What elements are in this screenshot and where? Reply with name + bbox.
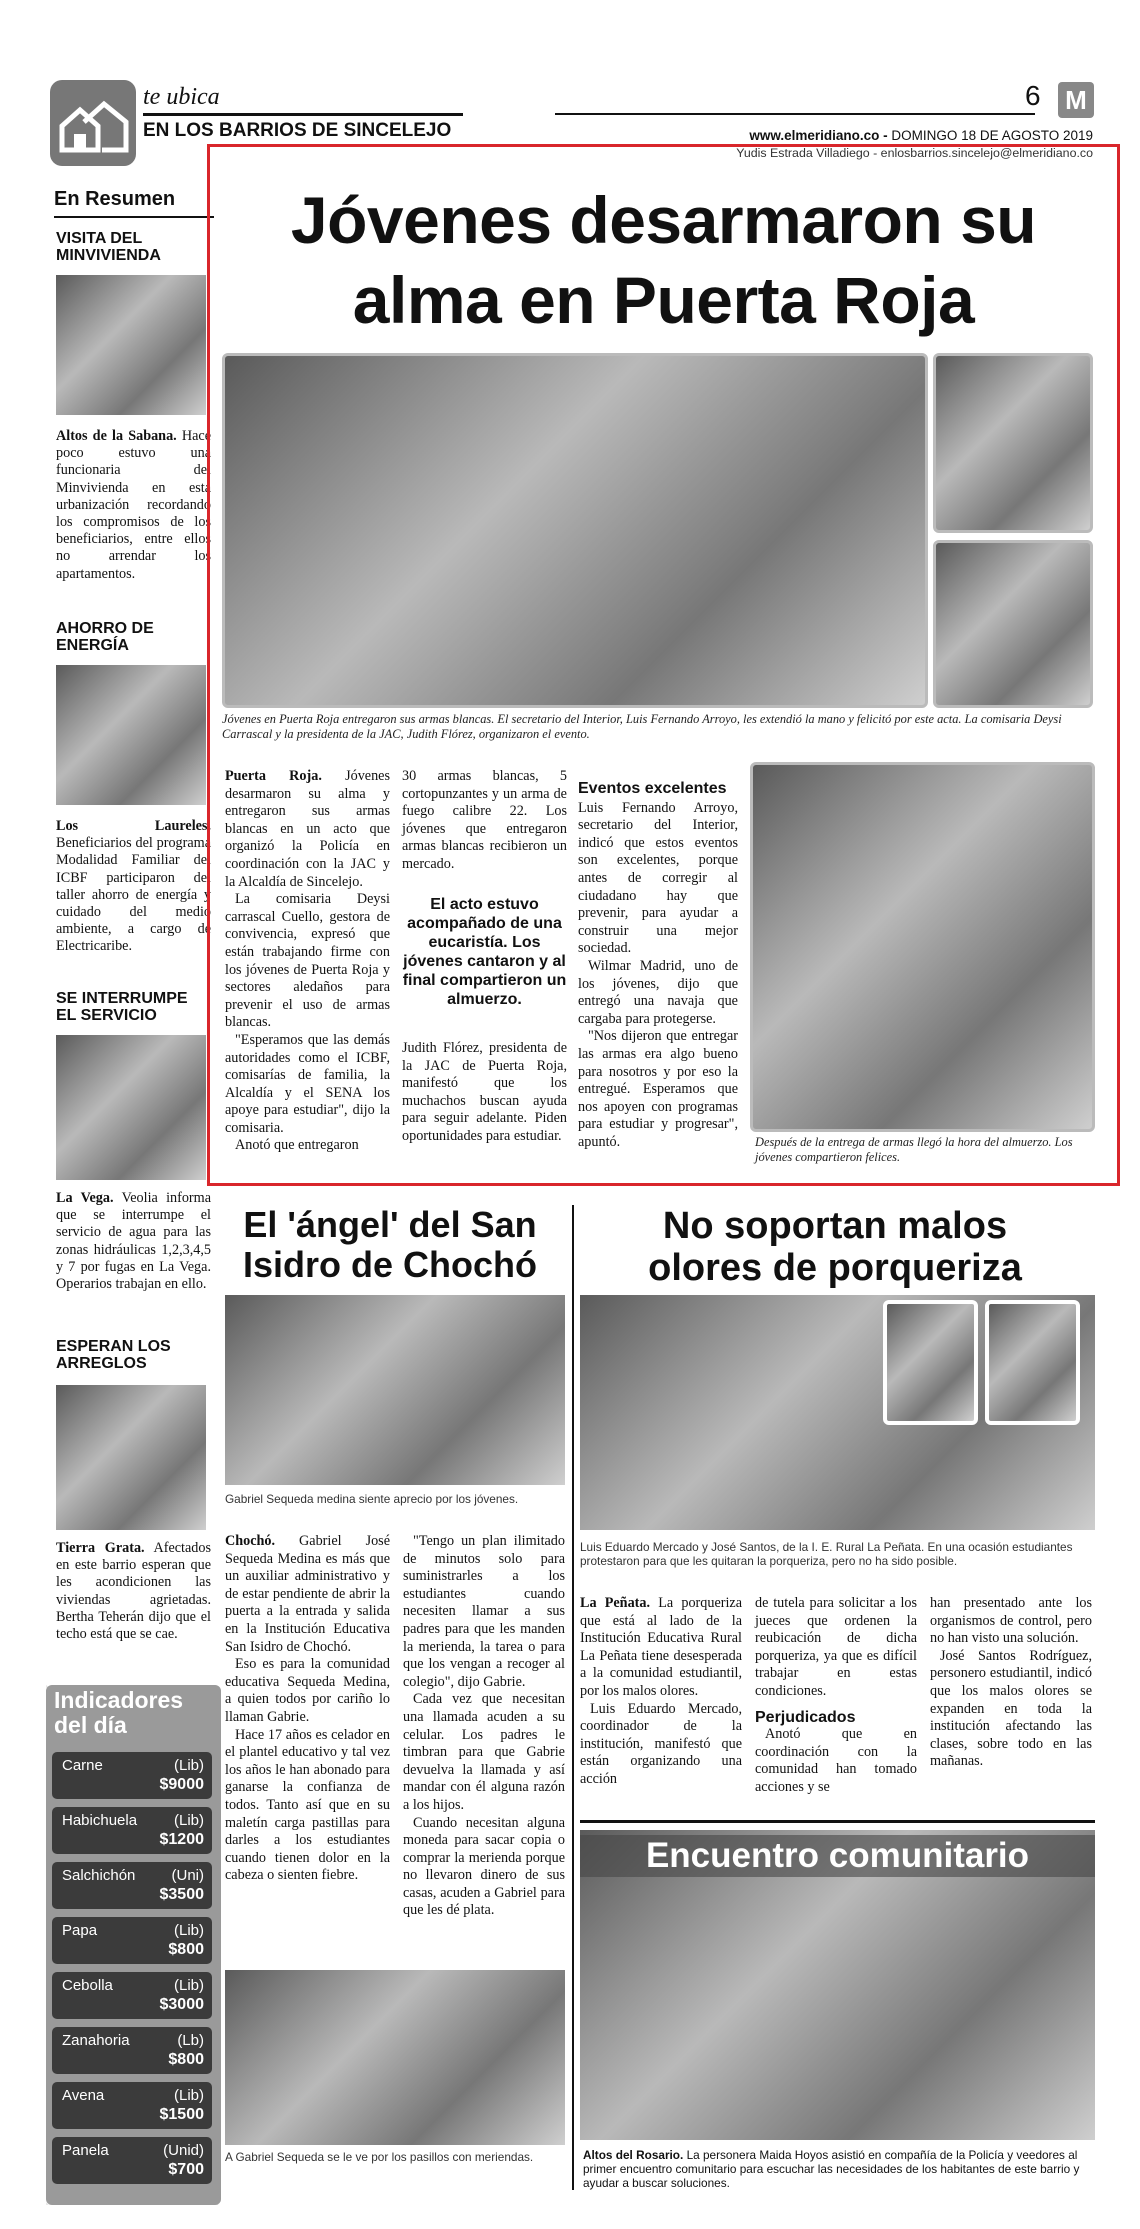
sidebar-body-2: Beneficiarios del programa Modalidad Familiar del ICBF participaron del taller ahorro de energía y cuidado del medio ambiente, a cargo de Electricaribe.	[56, 835, 211, 955]
indicator-row	[52, 1917, 212, 1964]
main-photo-president	[933, 540, 1093, 708]
pig-col1-lead: La Peñata.	[580, 1595, 651, 1611]
indicator-row	[52, 1972, 212, 2019]
publication-logo	[1058, 82, 1094, 118]
indicator-name: Salchichón	[62, 1867, 136, 1884]
sidebar-lead-3: La Vega.	[56, 1190, 114, 1206]
sidebar-body-3: Veolia informa que se interrumpe el servicio de agua para las zonas hidráulicas 1,2,3,4,5 y 7 por fugas en La Vega. Operarios trabajan en ello.	[56, 1190, 211, 1293]
main-col1-p1: Jóvenes desarmaron su alma y entregaron sus armas blancas en un acto que organizó la Policía en coordinación con la JAC y la Alcaldía de Sincelejo.	[225, 768, 390, 890]
section-kicker: te ubica	[143, 84, 220, 110]
encuentro-caption	[583, 2148, 1093, 2190]
pig-col-3	[930, 1595, 1092, 1771]
sidebar-text-2	[56, 818, 211, 956]
main-col2-p1: 30 armas blancas, 5 cortopunzantes y un arma de fuego calibre 22. Los jóvenes que entregaron armas blancas recibieron un mercado.	[402, 768, 567, 872]
encuentro-rule	[580, 1820, 1095, 1823]
indicator-unit: (Lb)	[177, 2032, 204, 2049]
pig-headline	[580, 1205, 1090, 1289]
sidebar-photo-2	[56, 665, 206, 805]
indicator-row	[52, 1752, 212, 1799]
encuentro-caption-text: La personera Maida Hoyos asistió en compañía de la Policía y veedores al primer encuentro comunitario para escuchar las necesidades de los habitantes de este barrio y ayudar a buscar soluciones.	[583, 2148, 1080, 2190]
pig-photo-coordinator	[883, 1300, 978, 1425]
main-photo-lunch	[750, 762, 1095, 1132]
dateline	[749, 128, 1093, 143]
pig-col-2	[755, 1595, 917, 1797]
pig-col2-p2: Anotó que en coordinación con la comunidad han tomado acciones y se	[755, 1726, 917, 1795]
pig-col1-p2: Luis Eduardo Mercado, coordinador de la institución, manifestó que están organizando una acción	[580, 1700, 742, 1787]
sidebar-photo-1	[56, 275, 206, 415]
sidebar-title-rule	[54, 216, 214, 218]
indicator-name: Carne	[62, 1757, 103, 1774]
pig-col1-p1: La porqueriza que está al lado de la Institución Educativa Rural La Peñata tiene desesperada a la comunidad estudiantil, por los malos olores.	[580, 1595, 743, 1699]
indicator-unit: (Lib)	[173, 1757, 204, 1774]
pig-col3-p1: han presentado ante los organismos de control, pero no han visto una solución.	[930, 1595, 1092, 1647]
main-col1-p4: Anotó que entregaron	[235, 1137, 359, 1154]
sidebar-title: En Resumen	[54, 188, 176, 210]
sidebar-body-4: Afectados en este barrio esperan que les acondicionen las viviendas agrietadas. Bertha Teherán dijo que el techo está que se cae.	[56, 1540, 211, 1643]
logo-letter: M	[1065, 85, 1087, 115]
angel-col2-p3: Cuando necesitan alguna moneda para sacar copia o comprar la merienda porque no llevaron dinero de sus casas, acuden a Gabriel para que les dé plata.	[403, 1814, 565, 1919]
angel-photo2-caption: A Gabriel Sequeda se le ve por los pasillos con meriendas.	[225, 2150, 534, 2164]
pig-headline-line2: olores de porqueriza	[648, 1247, 1022, 1289]
indicator-name: Cebolla	[62, 1977, 113, 1994]
sidebar-lead-4: Tierra Grata.	[56, 1540, 145, 1556]
indicator-name: Zanahoria	[62, 2032, 130, 2049]
page-number: 6	[1025, 80, 1041, 111]
indicator-name: Papa	[62, 1922, 98, 1939]
angel-col1-lead: Chochó.	[225, 1533, 276, 1549]
pig-photo-student	[985, 1300, 1080, 1425]
main-headline-line1: Jóvenes desarmaron su	[290, 183, 1037, 257]
indicator-price: $1500	[159, 2106, 204, 2123]
indicator-price: $800	[168, 2051, 204, 2068]
main-col2-p2: Judith Flórez, presidenta de la JAC de Puerta Roja, manifestó que los muchachos buscan ayuda para seguir adelante. Piden oportunidades para estudiar.	[402, 1040, 567, 1144]
indicator-unit: (Lib)	[173, 1812, 204, 1829]
sidebar-heading-1: VISITA DEL MINVIVIENDA	[56, 230, 161, 264]
main-col-1	[225, 768, 390, 1155]
issue-date: DOMINGO 18 DE AGOSTO 2019	[891, 128, 1093, 143]
encuentro-caption-lead: Altos del Rosario.	[583, 2148, 684, 2162]
main-photo-weapons	[222, 353, 928, 708]
main-col1-p2: La comisaria Deysi carrascal Cuello, gestora de convivencia, expresó que están trabajando firme con los jóvenes de Puerta Roja y sectores aledaños para prevenir el uso de armas blancas.	[225, 891, 390, 1031]
angel-photo-hallway	[225, 1970, 565, 2145]
indicator-row	[52, 2082, 212, 2129]
indicator-unit: (Lib)	[173, 2087, 204, 2104]
main-lunch-caption: Después de la entrega de armas llegó la hora del almuerzo. Los jóvenes compartieron felices.	[755, 1135, 1073, 1164]
indicator-row	[52, 1862, 212, 1909]
sidebar-photo-4	[56, 1385, 206, 1530]
pig-photo-caption: Luis Eduardo Mercado y José Santos, de la I. E. Rural La Peñata. En una ocasión estudiantes protestaron para que les quitaran la porqueriza, pero no ha sido posible.	[580, 1540, 1073, 1568]
main-col-2b	[402, 1040, 567, 1146]
sidebar-body-1: Hace poco estuvo una funcionaria del Minvivienda en esta urbanización recordando los compromisos de los beneficiarios, entre ellos no arrendar los apartamentos.	[56, 428, 212, 582]
main-col1-p3: "Esperamos que las demás autoridades como el ICBF, comisarías de familia, la Alcaldía y el SENA los apoye para estudiar", dijo la comisaria.	[225, 1031, 390, 1136]
indicator-name: Avena	[62, 2087, 105, 2104]
sidebar-text-3	[56, 1190, 211, 1293]
main-headline	[215, 180, 1112, 340]
indicator-row	[52, 1807, 212, 1854]
section-house-icon	[50, 80, 136, 166]
pig-headline-line1: No soportan malos	[662, 1205, 1008, 1247]
main-col3-p3: "Nos dijeron que entregar las armas era algo bueno para nosotros y por eso la entregué. Esperamos que nos apoyen con programas para estudiar y progresar", apuntó.	[578, 1028, 738, 1150]
column-divider	[572, 1205, 574, 2190]
main-photo-caption: Jóvenes en Puerta Roja entregaron sus armas blancas. El secretario del Interior, Luis Fernando Arroyo, les extendió la mano y felicitó por este acta. La comisaria Deysi Carrascal y la presidenta de la JAC, Judith Flórez, organizaron el evento.	[222, 712, 1062, 741]
main-col-2	[402, 768, 567, 874]
section-title: EN LOS BARRIOS DE SINCELEJO	[143, 120, 452, 141]
indicator-unit: (Unid)	[163, 2142, 204, 2159]
sidebar-text-1	[56, 428, 211, 583]
indicator-price: $700	[168, 2161, 204, 2178]
pig-col2-subhead: Perjudicados	[755, 1708, 856, 1726]
angel-photo-portrait	[225, 1295, 565, 1485]
indicator-name: Panela	[62, 2142, 109, 2159]
indicator-price: $800	[168, 1941, 204, 1958]
sidebar-heading-3: SE INTERRUMPE EL SERVICIO	[56, 990, 188, 1024]
angel-col-1	[225, 1533, 390, 1885]
indicator-row	[52, 2137, 212, 2184]
sidebar-text-4	[56, 1540, 211, 1643]
sidebar-heading-2: AHORRO DE ENERGÍA	[56, 620, 154, 654]
main-col3-p1: Luis Fernando Arroyo, secretario del Interior, indicó que estos eventos son excelentes, porque antes de corregir al ciudadano hay que prevenir, para ayudar a construir una mejor sociedad.	[578, 799, 738, 957]
indicator-unit: (Lib)	[173, 1922, 204, 1939]
main-col3-subhead: Eventos excelentes	[578, 780, 727, 797]
main-col1-lead: Puerta Roja.	[225, 768, 322, 784]
header-rule	[555, 113, 1035, 115]
indicator-price: $1200	[159, 1831, 204, 1848]
indicators-title: Indicadores del día	[54, 1687, 184, 1738]
indicator-row	[52, 2027, 212, 2074]
indicator-unit: (Lib)	[173, 1977, 204, 1994]
angel-col2-p2: Cada vez que necesitan una llamada acuden a su celular. Los padres le timbran para que Gabrie devuelva la llamada y así mandar con él alguna razón a los hijos.	[403, 1691, 565, 1813]
site-url[interactable]: www.elmeridiano.co -	[749, 128, 888, 143]
main-col3-p2: Wilmar Madrid, uno de los jóvenes, dijo que entregó una navaja que cargaba para protegerse.	[578, 957, 738, 1027]
indicator-price: $9000	[159, 1776, 204, 1793]
kicker-rule	[143, 113, 463, 116]
main-col-3	[578, 780, 738, 1151]
pig-col3-p2: José Santos Rodríguez, personero estudiantil, indicó que los malos olores se expanden en toda la institución afectando las clases, sobre todo en las mañanas.	[930, 1647, 1092, 1770]
pig-col-1	[580, 1595, 742, 1789]
angel-col1-p2: Eso es para la comunidad educativa Sequeda Medina, a quien todos por cariño lo llaman Gabrie.	[225, 1656, 390, 1725]
indicator-price: $3500	[159, 1886, 204, 1903]
sidebar-heading-4: ESPERAN LOS ARREGLOS	[56, 1338, 171, 1372]
indicator-unit: (Uni)	[171, 1867, 204, 1884]
angel-col1-p1: Gabriel José Sequeda Medina es más que un auxiliar administrativo y de estar pendiente de abrir la puerta a la entrada y salida en la Institución Educativa San Isidro de Chochó.	[225, 1533, 390, 1655]
angel-headline: El 'ángel' del San Isidro de Chochó	[242, 1204, 537, 1285]
sidebar-lead-1: Altos de la Sabana.	[56, 428, 177, 444]
indicator-name: Habichuela	[62, 1812, 138, 1829]
sidebar-photo-3	[56, 1035, 206, 1180]
angel-photo-caption: Gabriel Sequeda medina siente aprecio por los jóvenes.	[225, 1492, 519, 1506]
encuentro-headline: Encuentro comunitario	[580, 1835, 1095, 1877]
main-photo-officer	[933, 353, 1093, 533]
byline: Yudis Estrada Villadiego - enlosbarrios.sincelejo@elmeridiano.co	[736, 146, 1093, 160]
angel-col1-p3: Hace 17 años es celador en el plantel educativo y tal vez los años le han abonado para ganarse la confianza de todos. Tanto así que en su maletín carga pastillas para darles a los estudiantes cuando tienen dolor en la cabeza o sienten fiebre.	[225, 1726, 390, 1884]
pig-col2-p1: de tutela para solicitar a los jueces que ordenen la reubicación de dicha porqueriza, ya que es difícil trabajar en estas condiciones.	[755, 1595, 917, 1699]
angel-col2-p1: "Tengo un plan ilimitado de minutos solo para suministrarles a los estudiantes cuando necesiten llamar a sus padres para que les manden la merienda, la tarea o para que los vengan a recoger al colegio", dijo Gabrie.	[403, 1533, 565, 1690]
sidebar-lead-2: Los Laureles.	[56, 818, 211, 834]
angel-col-2	[403, 1533, 565, 1920]
indicator-price: $3000	[159, 1996, 204, 2013]
main-pullquote: El acto estuvo acompañado de una eucaristía. Los jóvenes cantaron y al final compartieron un almuerzo.	[402, 896, 567, 1008]
main-headline-line2: alma en Puerta Roja	[352, 263, 975, 337]
